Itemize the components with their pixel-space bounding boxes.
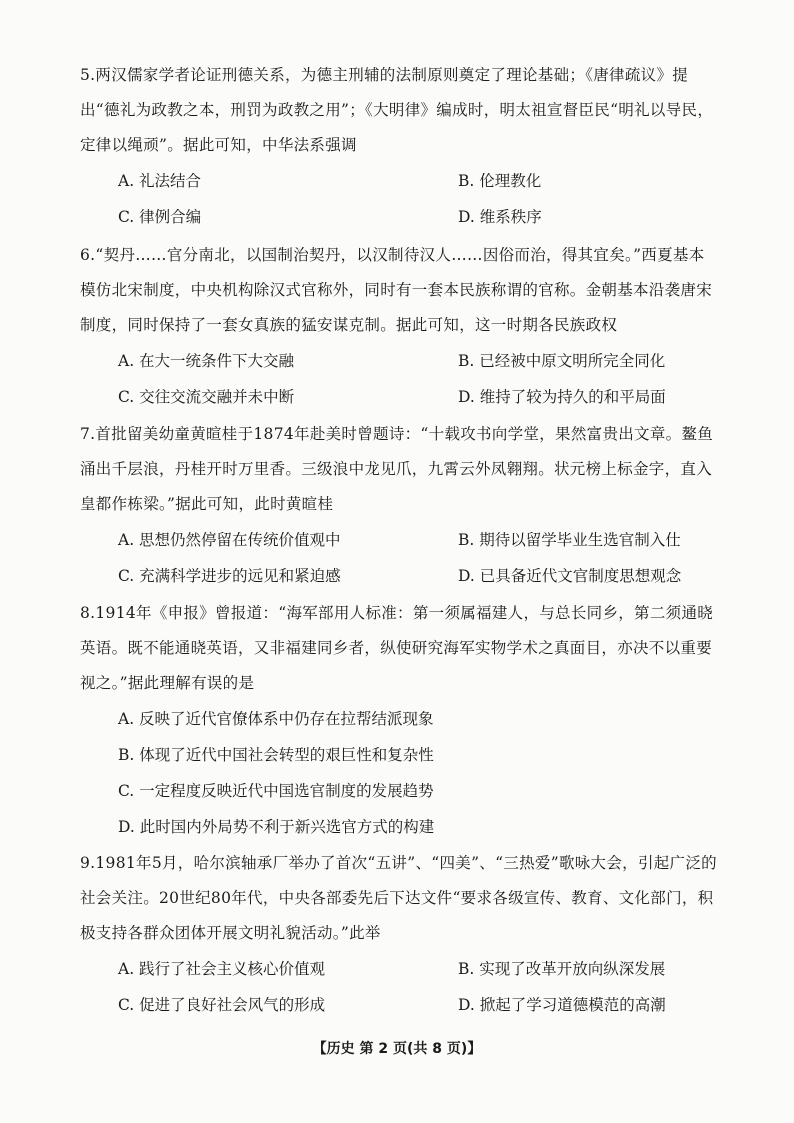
option-a: A. 反映了近代官僚体系中仍存在拉帮结派现象 [118, 710, 434, 728]
option-grid [80, 163, 720, 235]
page-footer: 【历史 第 2 页(共 8 页)】 [312, 1041, 482, 1057]
question-stem: 6.“契丹……官分南北，以国制治契丹，以汉制待汉人……因俗而治，得其宜矣。”西夏基本模仿北宋制度，中央机构除汉式官称外，同时有一套本民族称谓的官称。金朝基本沿袭唐宋制度，同时保持了一套女真族的猛安谋克制。据此可知，这一时期各民族政权 [80, 246, 713, 334]
question-stem: 8.1914年《申报》曾报道：“海军部用人标准：第一须属福建人，与总长同乡，第二须通晓英语。既不能通晓英语，又非福建同乡者，纵使研究海军实物学术之真面目，亦决不以重要视之。”据此理解有误的是 [80, 604, 714, 692]
option-d: D. 此时国内外局势不利于新兴选官方式的构建 [118, 818, 435, 836]
question-stem: 9.1981年5月，哈尔滨轴承厂举办了首次“五讲”、“四美”、“三热爱”歌咏大会，引起广泛的社会关注。20世纪80年代，中央各部委先后下达文件“要求各级宣传、教育、文化部门，积极支持各群众团体开展文明礼貌活动。”此举 [80, 854, 717, 942]
option-a: A. 在大一统条件下大交融 [118, 352, 295, 370]
question-stem: 5.两汉儒家学者论证刑德关系，为德主刑辅的法制原则奠定了理论基础；《唐律疏议》提出“德礼为政教之本，刑罚为政教之用”；《大明律》编成时，明太祖宣督臣民“明礼以导民，定律以绳顽”。据此可知，中华法系强调 [80, 66, 714, 154]
option-c: C. 促进了良好社会风气的形成 [118, 996, 326, 1014]
option-d: D. 掀起了学习道德模范的高潮 [458, 996, 666, 1014]
question-6 [80, 238, 720, 415]
option-b: B. 已经被中原文明所完全同化 [458, 352, 666, 370]
option-grid [80, 522, 720, 594]
question-stem: 7.首批留美幼童黄暄桂于1874年赴美时曾题诗：“十载攻书向学堂，果然富贵出文章。鳌鱼涌出千层浪，丹桂开时万里香。三级浪中龙见爪，九霄云外凤翱翔。状元榜上标金字，直入皇都作栋梁。”据此可知，此时黄暄桂 [80, 425, 714, 513]
option-list [80, 701, 720, 845]
option-b: B. 体现了近代中国社会转型的艰巨性和复杂性 [118, 746, 434, 764]
option-a: A. 礼法结合 [118, 172, 202, 190]
option-b: B. 伦理教化 [458, 172, 542, 190]
option-c: C. 充满科学进步的远见和紧迫感 [118, 567, 341, 585]
option-d: D. 已具备近代文官制度思想观念 [458, 567, 682, 585]
option-d: D. 维持了较为持久的和平局面 [458, 388, 666, 406]
option-b: B. 期待以留学毕业生选官制入仕 [458, 531, 681, 549]
option-grid [80, 343, 720, 415]
question-7 [80, 417, 720, 594]
question-5 [80, 58, 720, 235]
option-d: D. 维系秩序 [458, 208, 542, 226]
option-a: A. 践行了社会主义核心价值观 [118, 960, 326, 978]
option-c: C. 律例合编 [118, 208, 202, 226]
option-b: B. 实现了改革开放向纵深发展 [458, 960, 666, 978]
option-c: C. 交往交流交融并未中断 [118, 388, 295, 406]
question-9 [80, 846, 720, 1023]
option-c: C. 一定程度反映近代中国选官制度的发展趋势 [118, 782, 434, 800]
option-a: A. 思想仍然停留在传统价值观中 [118, 531, 341, 549]
option-grid [80, 951, 720, 1023]
question-8 [80, 596, 720, 845]
